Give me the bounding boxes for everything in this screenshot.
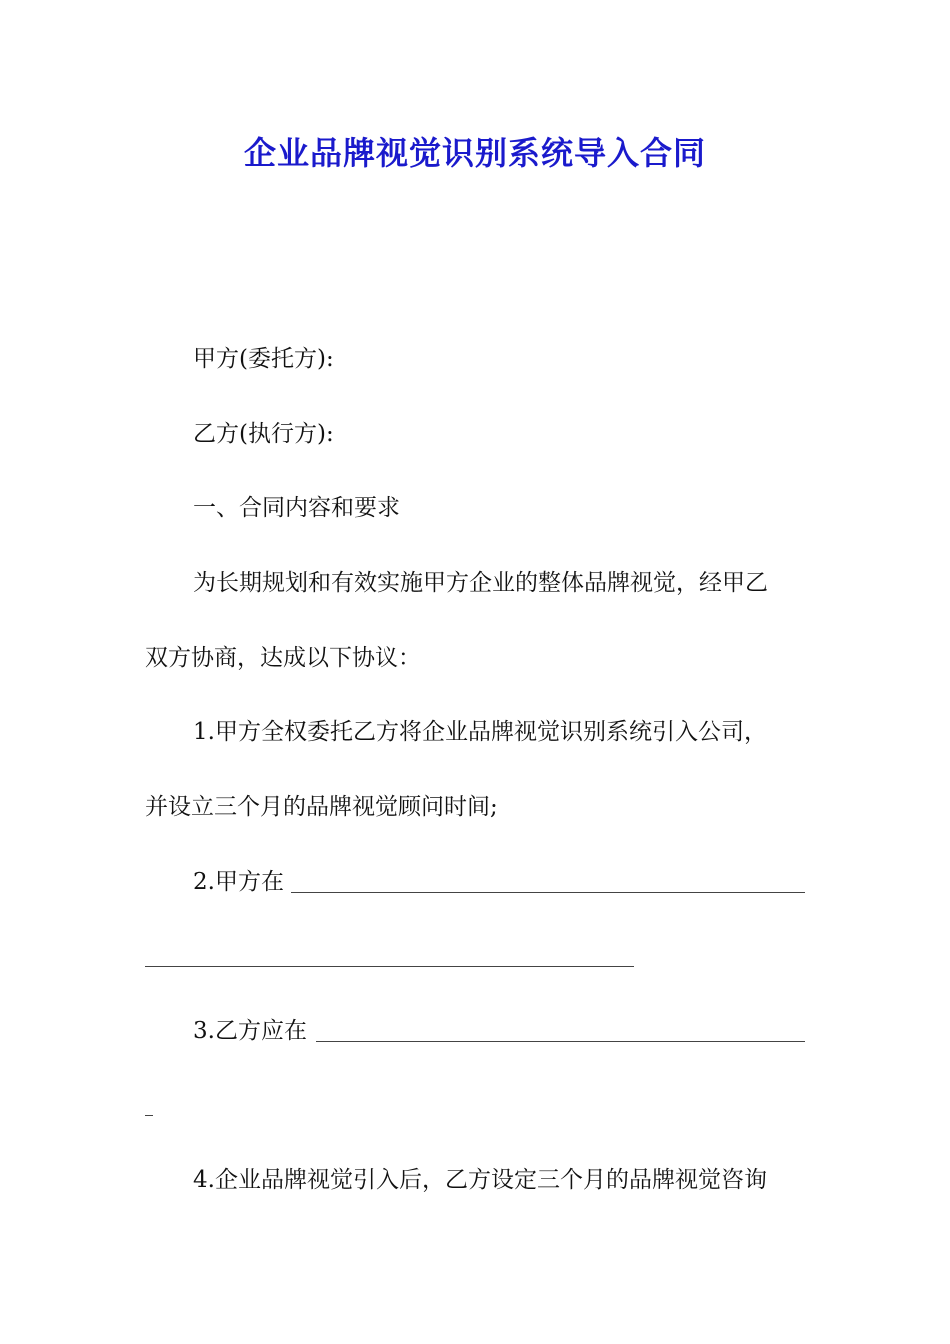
party-a-label: 甲方(委托方): [193,346,334,372]
document-title: 企业品牌视觉识别系统导入合同 [243,134,706,172]
clause-4-line-1: 4.企业品牌视觉引入后，乙方设定三个月的品牌视觉咨询 [193,1167,767,1193]
clause-1-line-2: 并设立三个月的品牌视觉顾问时间; [145,794,498,820]
section-heading: 一、合同内容和要求 [193,495,400,521]
intro-paragraph-line-2: 双方协商，达成以下协议： [145,645,421,671]
clause-2-prefix: 2.甲方在 [193,869,284,895]
clause-3-prefix: 3.乙方应在 [193,1018,307,1044]
intro-paragraph-line-1: 为长期规划和有效实施甲方企业的整体品牌视觉，经甲乙 [193,570,768,596]
clause-3-blank-line-1 [316,1041,805,1042]
clause-3-blank-line-2 [145,1115,153,1116]
clause-2-blank-line-2 [145,966,634,967]
clause-2-blank-line-1 [291,892,805,893]
party-b-label: 乙方(执行方): [193,421,334,447]
clause-1-line-1: 1.甲方全权委托乙方将企业品牌视觉识别系统引入公司， [193,719,767,745]
